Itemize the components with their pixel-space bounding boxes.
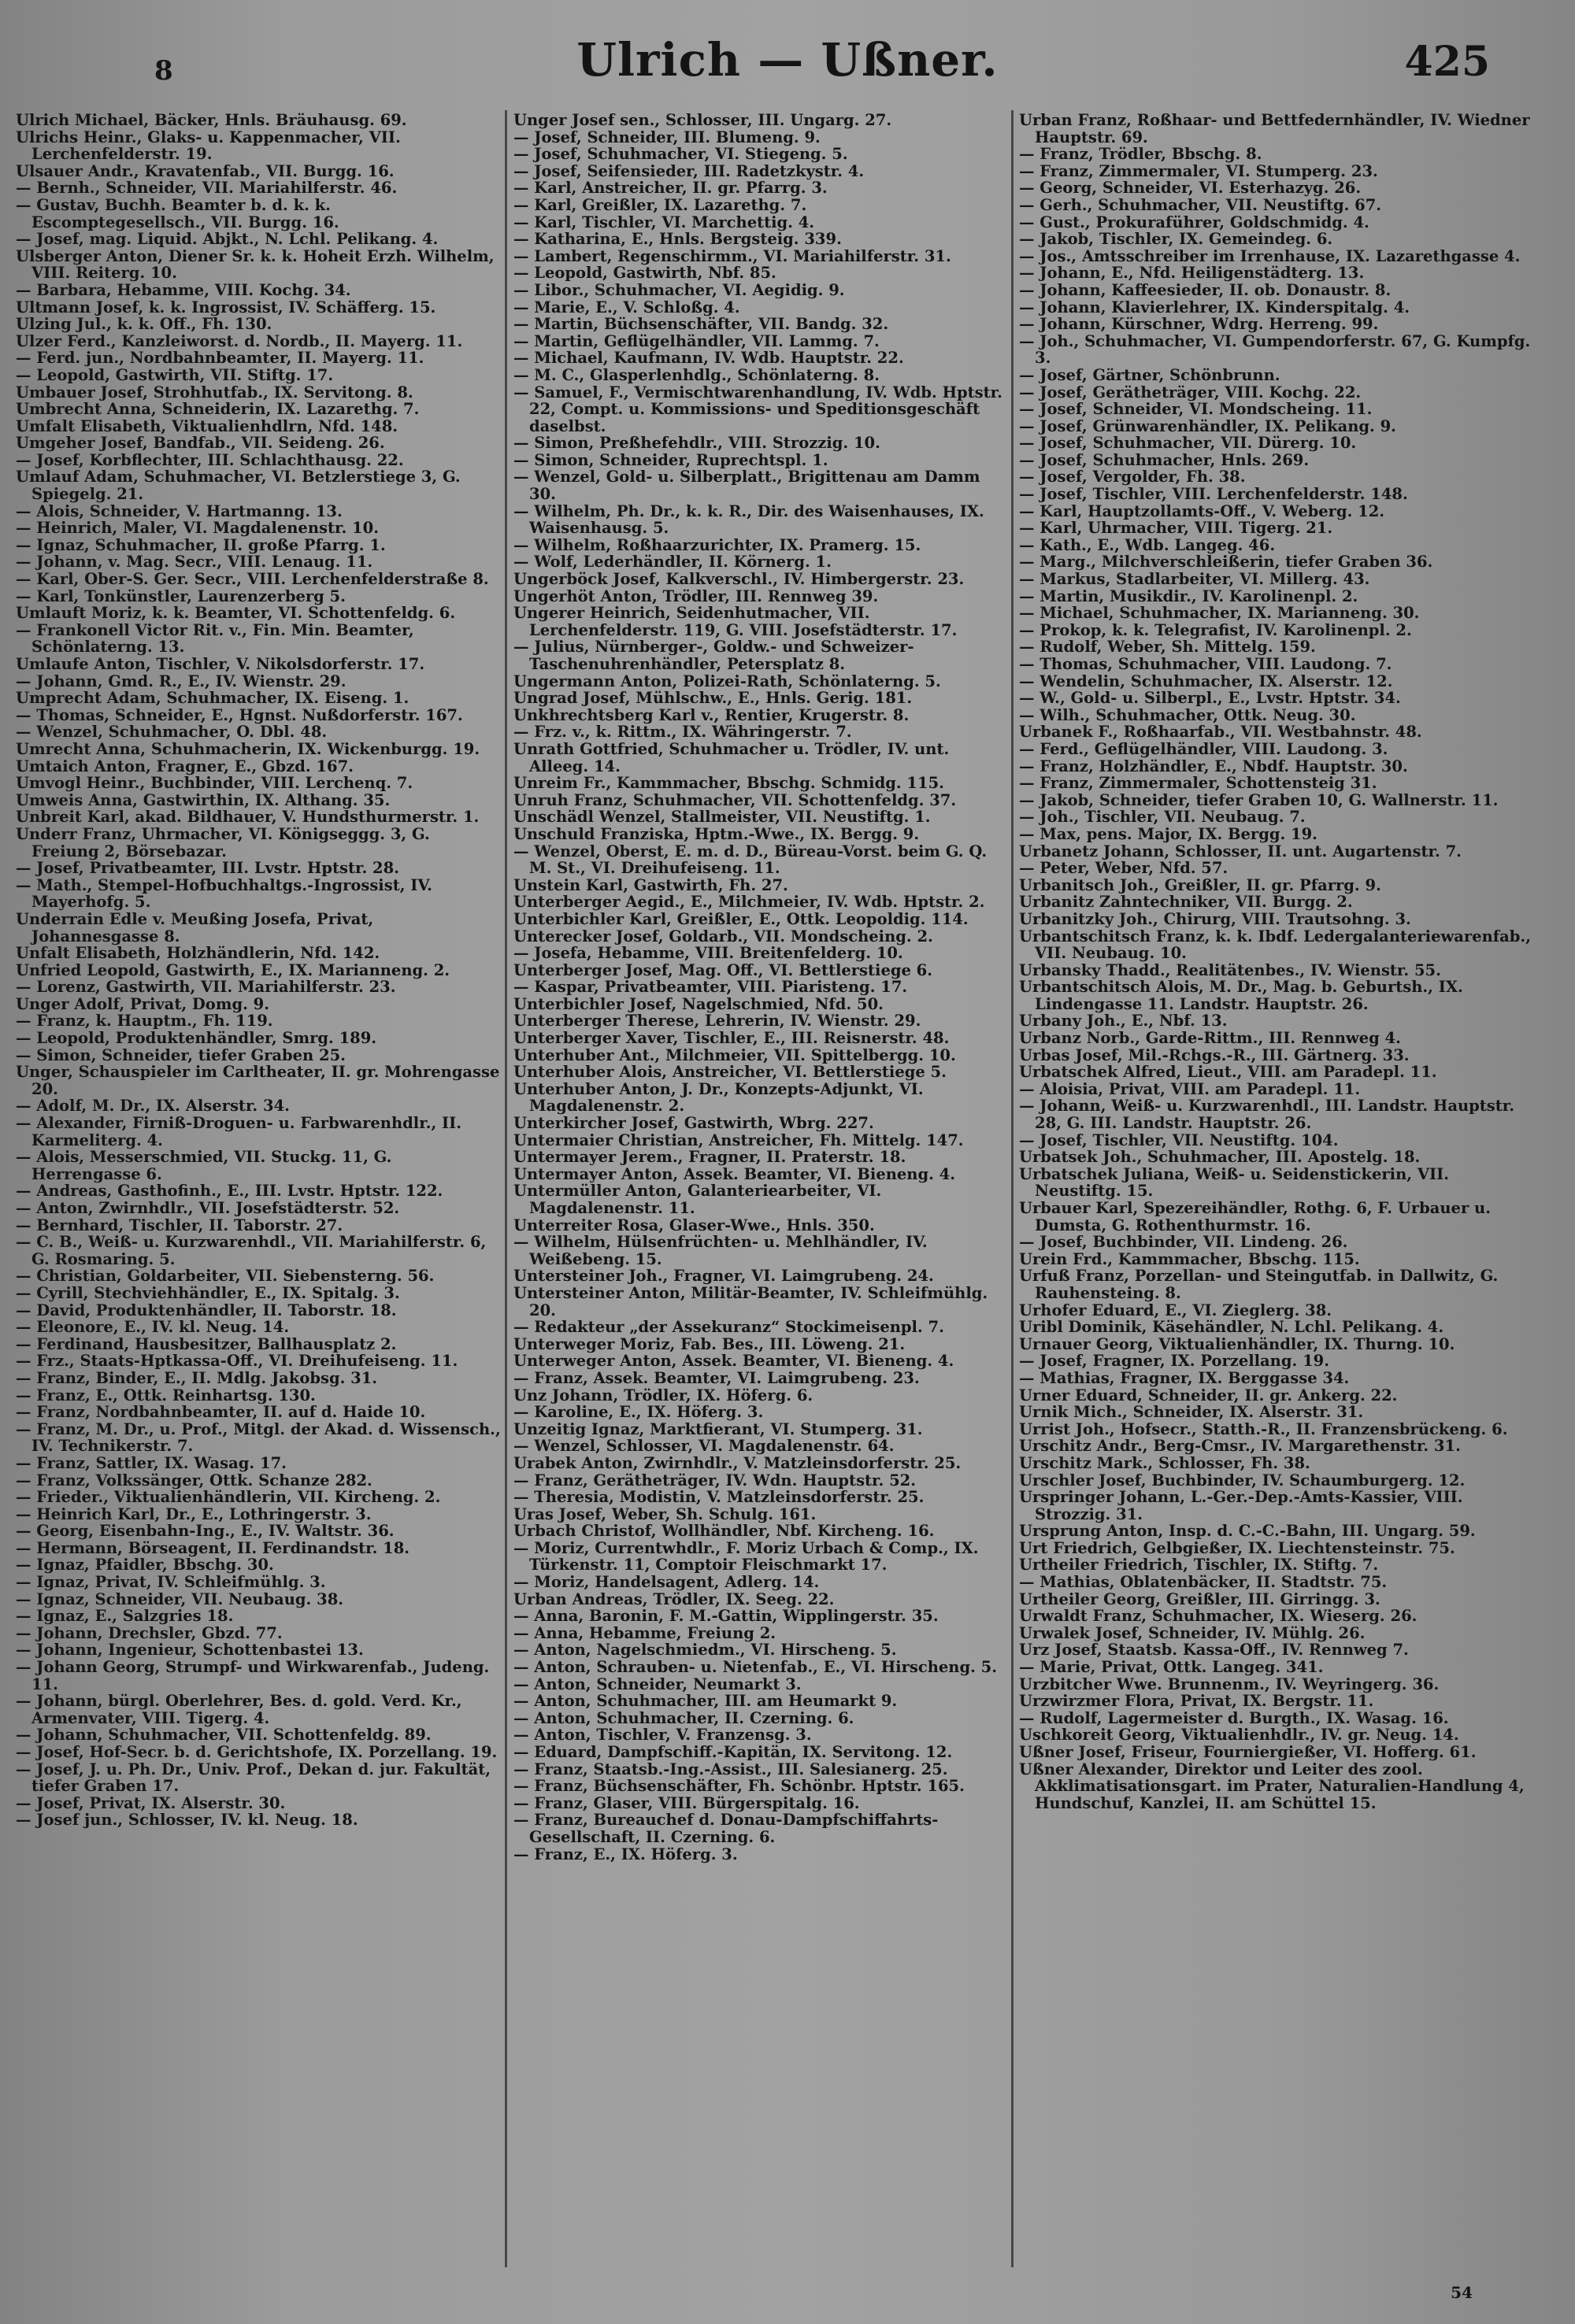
directory-entry: Unterberger Josef, Mag. Off., VI. Bettlerstiege 6. [513, 960, 933, 979]
directory-entry: Urzwirzmer Flora, Privat, IX. Bergstr. 11. [1019, 1692, 1374, 1711]
directory-entry: Umgeher Josef, Bandfab., VII. Seideng. 26. [16, 434, 385, 453]
directory-entry: — Wilhelm, Roßhaarzurichter, IX. Pramerg. 15. [513, 535, 921, 554]
directory-entry: — Libor., Schuhmacher, VI. Aegidig. 9. [513, 280, 845, 299]
directory-entry: — Karl, Ober-S. Ger. Secr., VIII. Lerchenfelderstraße 8. [16, 570, 489, 589]
directory-entry: — Gerh., Schuhmacher, VII. Neustiftg. 67. [1019, 195, 1382, 214]
directory-entry: — Wenzel, Oberst, E. m. d. D., Büreau-Vorst. beim G. Q. M. St., VI. Dreihufeiseng. 11. [513, 842, 988, 878]
directory-entry: — Franz, Nordbahnbeamter, II. auf d. Haide 10. [16, 1403, 426, 1422]
directory-entry: — Josef, Schneider, III. Blumeng. 9. [513, 128, 821, 146]
directory-entry: — Barbara, Hebamme, VIII. Kochg. 34. [16, 280, 351, 299]
directory-entry: — Alexander, Firniß-Droguen- u. Farbwarenhdlr., II. Karmeliterg. 4. [16, 1114, 462, 1149]
directory-entry: — Peter, Weber, Nfd. 57. [1019, 859, 1228, 878]
directory-entry: — Aloisia, Privat, VIII. am Paradepl. 11. [1019, 1079, 1361, 1098]
directory-entry: Ußner Alexander, Direktor und Leiter des zool. Akklimatisationsgart. im Prater, Naturalien-Handlung 4, Hundschuf, Kanzlei, II. am Schüttel 15. [1019, 1760, 1525, 1812]
directory-entry: — Lorenz, Gastwirth, VII. Mariahilferstr. 23. [16, 978, 396, 997]
directory-entry: — Adolf, M. Dr., IX. Alserstr. 34. [16, 1097, 290, 1116]
directory-entry: Unger Adolf, Privat, Domg. 9. [16, 994, 270, 1013]
directory-entry: Unterweger Moriz, Fab. Bes., III. Löweng. 21. [513, 1334, 906, 1353]
directory-entry: — Franz, Büchsenschäfter, Fh. Schönbr. Hptstr. 165. [513, 1777, 965, 1796]
directory-entry: — Josefa, Hebamme, VIII. Breitenfelderg. 10. [513, 944, 903, 963]
directory-entry: — Jakob, Schneider, tiefer Graben 10, G. Wallnerstr. 11. [1019, 790, 1499, 809]
directory-entry: Urbanek F., Roßhaarfab., VII. Westbahnstr. 48. [1019, 723, 1422, 742]
directory-entry: — Eleonore, E., IV. kl. Neug. 14. [16, 1318, 290, 1337]
directory-entry: Umprecht Adam, Schuhmacher, IX. Eiseng. 1. [16, 689, 410, 708]
footer-signature: 54 [1451, 2283, 1473, 2302]
directory-entry: Untermüller Anton, Galanteriearbeiter, VI. Magdalenenstr. 11. [513, 1182, 882, 1217]
directory-entry: Unfalt Elisabeth, Holzhändlerin, Nfd. 142. [16, 944, 380, 963]
directory-entry: — Johann, Drechsler, Gbzd. 77. [16, 1623, 283, 1642]
directory-entry: — Josef, mag. Liquid. Abjkt., N. Lchl. Pelikang. 4. [16, 230, 439, 249]
directory-entry: — Josef, Vergolder, Fh. 38. [1019, 468, 1246, 487]
directory-entry: — Anton, Tischler, V. Franzensg. 3. [513, 1726, 812, 1745]
directory-entry: Unterhuber Alois, Anstreicher, VI. Bettlerstiege 5. [513, 1063, 947, 1082]
directory-entry: — Wenzel, Gold- u. Silberplatt., Brigittenau am Damm 30. [513, 468, 980, 504]
directory-entry: — Hermann, Börseagent, II. Ferdinandstr. 18. [16, 1538, 410, 1557]
directory-entry: — Kath., E., Wdb. Langeg. 46. [1019, 535, 1276, 554]
directory-entry: — Franz, Staatsb.-Ing.-Assist., III. Salesianerg. 25. [513, 1760, 948, 1778]
directory-entry: Urbanitsch Joh., Greißler, II. gr. Pfarrg. 9. [1019, 875, 1381, 894]
directory-entry: Untermayer Jerem., Fragner, II. Praterstr. 18. [513, 1148, 906, 1167]
directory-entry: — Franz, E., IX. Höferg. 3. [513, 1845, 738, 1863]
directory-entry: — Franz, E., Ottk. Reinhartsg. 130. [16, 1386, 316, 1404]
directory-entry: — Karl, Tischler, VI. Marchettig. 4. [513, 213, 815, 231]
directory-entry: Unkhrechtsberg Karl v., Rentier, Krugerstr. 8. [513, 705, 910, 724]
directory-entry: Ulzer Ferd., Kanzleiworst. d. Nordb., II. Mayerg. 11. [16, 331, 463, 350]
directory-entry: — Frieder., Viktualienhändlerin, VII. Kircheng. 2. [16, 1488, 441, 1507]
directory-entry: Urrist Joh., Hofsecr., Statth.-R., II. Franzensbrückeng. 6. [1019, 1419, 1508, 1438]
directory-entry: — Josef, Schuhmacher, VI. Stiegeng. 5. [513, 145, 848, 164]
directory-entry: Urbatschek Alfred, Lieut., VIII. am Paradepl. 11. [1019, 1063, 1437, 1082]
directory-entry: Urbas Josef, Mil.-Rchgs.-R., III. Gärtnerg. 33. [1019, 1045, 1410, 1064]
directory-entry: — Leopold, Produktenhändler, Smrg. 189. [16, 1029, 377, 1048]
directory-entry: — Leopold, Gastwirth, Nbf. 85. [513, 264, 776, 283]
directory-entry: — Johann, Ingenieur, Schottenbastei 13. [16, 1641, 364, 1660]
directory-entry: — Michael, Schuhmacher, IX. Marianneng. 30. [1019, 604, 1420, 623]
directory-entry: — Cyrill, Stechviehhändler, E., IX. Spitalg. 3. [16, 1283, 400, 1302]
directory-entry: Urtheiler Georg, Greißler, III. Girringg. 3. [1019, 1589, 1380, 1608]
directory-entry: — Thomas, Schneider, E., Hgnst. Nußdorferstr. 167. [16, 705, 463, 724]
directory-entry: — Franz, Assek. Beamter, VI. Laimgrubeng. 23. [513, 1368, 920, 1387]
directory-entry: Unreim Fr., Kammmacher, Bbschg. Schmidg. 115. [513, 774, 944, 793]
directory-entry: Unrath Gottfried, Schuhmacher u. Trödler, IV. unt. Alleeg. 14. [513, 739, 950, 775]
directory-entry: — Katharina, E., Hnls. Bergsteig. 339. [513, 230, 842, 249]
directory-entry: — Johann, Kaffeesieder, II. ob. Donaustr. 8. [1019, 280, 1392, 299]
directory-entry: — Rudolf, Lagermeister d. Burgth., IX. Wasag. 16. [1019, 1708, 1449, 1727]
directory-entry: Urschitz Andr., Berg-Cmsr., IV. Margarethenstr. 31. [1019, 1437, 1461, 1456]
directory-entry: — Josef, Grünwarenhändler, IX. Pelikang. 9. [1019, 416, 1396, 435]
directory-entry: Ulrich Michael, Bäcker, Hnls. Bräuhausg. 69. [16, 112, 407, 129]
directory-entry: — Kaspar, Privatbeamter, VIII. Piaristeng. 17. [513, 978, 908, 997]
directory-entry: Urner Eduard, Schneider, II. gr. Ankerg. 22. [1019, 1386, 1398, 1404]
directory-entry: — Math., Stempel-Hofbuchhaltgs.-Ingrossist, IV. Mayerhofg. 5. [16, 875, 432, 912]
directory-entry: Urwaldt Franz, Schuhmacher, IX. Wieserg. 26. [1019, 1607, 1418, 1626]
directory-column-1 [16, 112, 502, 2253]
directory-entry: Ungerböck Josef, Kalkverschl., IV. Himbergerstr. 23. [513, 570, 965, 589]
directory-entry: Urbanitz Zahntechniker, VII. Burgg. 2. [1019, 893, 1353, 912]
directory-entry: Unschuld Franziska, Hptm.-Wwe., IX. Bergg. 9. [513, 824, 920, 843]
directory-entry: — Simon, Schneider, tiefer Graben 25. [16, 1045, 346, 1064]
directory-entry: Ursprung Anton, Insp. d. C.-C.-Bahn, III. Ungarg. 59. [1019, 1522, 1476, 1541]
directory-entry: Underrain Edle v. Meußing Josefa, Privat, Johannesgasse 8. [16, 909, 374, 946]
directory-entry: — Martin, Geflügelhändler, VII. Lammg. 7. [513, 331, 880, 350]
directory-entry: — Mathias, Fragner, IX. Berggasse 34. [1019, 1368, 1350, 1387]
directory-entry: — Johann, bürgl. Oberlehrer, Bes. d. gold. Verd. Kr., Armenvater, VIII. Tigerg. 4. [16, 1692, 462, 1727]
directory-column-2 [513, 112, 1010, 2253]
directory-entry: — Anton, Zwirnhdlr., VII. Josefstädterstr. 52. [16, 1199, 400, 1217]
directory-entry: Urbantschitsch Franz, k. k. Ibdf. Ledergalanteriewarenfab., VII. Neubaug. 10. [1019, 927, 1532, 963]
directory-entry: Urschler Josef, Buchbinder, IV. Schaumburgerg. 12. [1019, 1471, 1466, 1490]
directory-entry: — Wolf, Lederhändler, II. Körnerg. 1. [513, 553, 832, 572]
directory-entry: — Jos., Amtsschreiber im Irrenhause, IX. Lazarethgasse 4. [1019, 246, 1521, 265]
directory-entry: Ultmann Josef, k. k. Ingrossist, IV. Schäfferg. 15. [16, 298, 436, 316]
directory-entry: — Josef, Tischler, VIII. Lerchenfelderstr. 148. [1019, 485, 1408, 504]
directory-entry: Unterberger Xaver, Tischler, E., III. Reisnerstr. 48. [513, 1029, 950, 1048]
directory-entry: — W., Gold- u. Silberpl., E., Lvstr. Hptstr. 34. [1019, 689, 1401, 708]
directory-entry: — Anton, Schneider, Neumarkt 3. [513, 1675, 802, 1693]
directory-entry: Untermayer Anton, Assek. Beamter, VI. Bieneng. 4. [513, 1164, 956, 1183]
directory-entry: — Frankonell Victor Rit. v., Fin. Min. Beamter, Schönlaterng. 13. [16, 620, 414, 657]
directory-entry: — Franz, Gerätheträger, IV. Wdn. Hauptstr. 52. [513, 1471, 917, 1490]
directory-entry: — Karl, Hauptzollamts-Off., V. Weberg. 12. [1019, 501, 1385, 520]
directory-entry: — Franz, Glaser, VIII. Bürgerspitalg. 16. [513, 1793, 860, 1812]
directory-entry: — Joh., Schuhmacher, VI. Gumpendorferstr. 67, G. Kumpfg. 3. [1019, 331, 1531, 368]
directory-entry: Urschitz Mark., Schlosser, Fh. 38. [1019, 1453, 1310, 1472]
directory-entry: — Moriz, Currentwhdlr., F. Moriz Urbach & Comp., IX. Türkenstr. 11, Comptoir Fleischmarkt 17. [513, 1538, 979, 1575]
directory-entry: — Andreas, Gasthofinh., E., III. Lvstr. Hptstr. 122. [16, 1182, 443, 1201]
directory-entry: Unger, Schauspieler im Carltheater, II. gr. Mohrengasse 20. [16, 1063, 500, 1098]
directory-entry: Uribl Dominik, Käsehändler, N. Lchl. Pelikang. 4. [1019, 1318, 1444, 1337]
directory-entry: — Johann, E., Nfd. Heiligenstädterg. 13. [1019, 264, 1365, 283]
directory-entry: — Karl, Tonkünstler, Laurenzerberg 5. [16, 587, 346, 605]
directory-entry: Umlauft Moriz, k. k. Beamter, VI. Schottenfeldg. 6. [16, 604, 456, 623]
directory-entry: Unterhuber Ant., Milchmeier, VII. Spittelbergg. 10. [513, 1045, 956, 1064]
directory-entry: — Theresia, Modistin, V. Matzleinsdorferstr. 25. [513, 1488, 925, 1507]
directory-entry: — Lambert, Regenschirmm., VI. Mariahilferstr. 31. [513, 246, 951, 265]
directory-entry: Urfuß Franz, Porzellan- und Steingutfab. in Dallwitz, G. Rauhensteing. 8. [1019, 1267, 1499, 1302]
directory-entry: — Samuel, F., Vermischtwarenhandlung, IV. Wdb. Hptstr. 22, Compt. u. Kommissions- und Speditionsgeschäft daselbst. [513, 383, 1002, 435]
directory-entry: — Johann, Schuhmacher, VII. Schottenfeldg. 89. [16, 1726, 432, 1745]
directory-entry: — Heinrich Karl, Dr., E., Lothringerstr. 3. [16, 1504, 372, 1523]
directory-entry: — Johann, Klavierlehrer, IX. Kinderspitalg. 4. [1019, 298, 1410, 316]
directory-entry: — C. B., Weiß- u. Kurzwarenhdl., VII. Mariahilferstr. 6, G. Rosmaring. 5. [16, 1233, 487, 1268]
directory-entry: Unzeitig Ignaz, Marktfierant, VI. Stumperg. 31. [513, 1419, 923, 1438]
directory-entry: Ungrad Josef, Mühlschw., E., Hnls. Gerig. 181. [513, 689, 913, 708]
directory-entry: — Josef, Hof-Secr. b. d. Gerichtshofe, IX. Porzellang. 19. [16, 1743, 498, 1761]
directory-entry: Unterreiter Rosa, Glaser-Wwe., Hnls. 350. [513, 1216, 875, 1234]
directory-entry: — Josef, Korbflechter, III. Schlachthausg. 22. [16, 450, 404, 469]
directory-entry: Unterecker Josef, Goldarb., VII. Mondscheing. 2. [513, 927, 933, 946]
directory-entry: — Julius, Nürnberger-, Goldw.- und Schweizer-Taschenuhrenhändler, Petersplatz 8. [513, 638, 914, 673]
directory-entry: — Thomas, Schuhmacher, VIII. Laudong. 7. [1019, 655, 1392, 673]
directory-entry: Urbach Christof, Wollhändler, Nbf. Kircheng. 16. [513, 1522, 935, 1541]
directory-entry: Urbanetz Johann, Schlosser, II. unt. Augartenstr. 7. [1019, 842, 1462, 860]
directory-entry: — Josef, J. u. Ph. Dr., Univ. Prof., Dekan d. jur. Fakultät, tiefer Graben 17. [16, 1760, 491, 1796]
directory-entry: — Max, pens. Major, IX. Bergg. 19. [1019, 824, 1317, 843]
directory-entry: — Ignaz, Privat, IV. Schleifmühlg. 3. [16, 1573, 326, 1592]
directory-entry: Urbatsek Joh., Schuhmacher, III. Apostelg. 18. [1019, 1148, 1421, 1167]
directory-entry: Unterbichler Josef, Nagelschmied, Nfd. 50. [513, 994, 884, 1013]
directory-entry: Ungerhöt Anton, Trödler, III. Rennweg 39. [513, 587, 879, 605]
directory-entry: Urbansky Thadd., Realitätenbes., IV. Wienstr. 55. [1019, 960, 1441, 979]
directory-entry: Unbreit Karl, akad. Bildhauer, V. Hundsthurmerstr. 1. [16, 808, 480, 827]
directory-entry: — Johann, Gmd. R., E., IV. Wienstr. 29. [16, 672, 346, 690]
directory-entry: Urban Franz, Roßhaar- und Bettfedernhändler, IV. Wiedner Hauptstr. 69. [1019, 112, 1530, 146]
directory-entry: — Heinrich, Maler, VI. Magdalenenstr. 10. [16, 519, 379, 538]
directory-entry: Ungerer Heinrich, Seidenhutmacher, VII. Lerchenfelderstr. 119, G. VIII. Josefstädterstr. 17. [513, 604, 958, 639]
directory-entry: — Leopold, Gastwirth, VII. Stiftg. 17. [16, 365, 334, 384]
directory-entry: — Josef, Gerätheträger, VIII. Kochg. 22. [1019, 383, 1362, 402]
directory-entry: — Josef, Privat, IX. Alserstr. 30. [16, 1793, 286, 1812]
directory-entry: — Ignaz, Schuhmacher, II. große Pfarrg. 1. [16, 535, 386, 554]
header-left-mark: 8 [154, 55, 173, 87]
directory-entry: — Bernh., Schneider, VII. Mariahilferstr. 46. [16, 179, 398, 198]
directory-entry: — Christian, Goldarbeiter, VII. Siebensterng. 56. [16, 1267, 435, 1286]
directory-entry: Urtheiler Friedrich, Tischler, IX. Stiftg. 7. [1019, 1556, 1379, 1575]
directory-entry: Umweis Anna, Gastwirthin, IX. Althang. 35. [16, 790, 391, 809]
directory-entry: — Georg, Eisenbahn-Ing., E., IV. Waltstr. 36. [16, 1522, 395, 1541]
directory-entry: — Josef, Schuhmacher, VII. Dürerg. 10. [1019, 434, 1357, 453]
directory-entry: Ungermann Anton, Polizei-Rath, Schönlaterng. 5. [513, 672, 941, 690]
directory-entry: Urbatschek Juliana, Weiß- u. Seidenstickerin, VII. Neustiftg. 15. [1019, 1164, 1450, 1201]
directory-entry: Urbanitzky Joh., Chirurg, VIII. Trautsohng. 3. [1019, 909, 1411, 928]
directory-entry: — Ignaz, Pfaidler, Bbschg. 30. [16, 1556, 274, 1575]
directory-entry: Urz Josef, Staatsb. Kassa-Off., IV. Rennweg 7. [1019, 1641, 1409, 1660]
directory-entry: Untersteiner Joh., Fragner, VI. Laimgrubeng. 24. [513, 1267, 934, 1286]
directory-entry: — Josef, Fragner, IX. Porzellang. 19. [1019, 1352, 1329, 1371]
directory-entry: — Franz, Binder, E., II. Mdlg. Jakobsg. 31. [16, 1368, 378, 1387]
directory-entry: — Alois, Schneider, V. Hartmanng. 13. [16, 501, 343, 520]
directory-entry: — Martin, Musikdir., IV. Karolinenpl. 2. [1019, 587, 1358, 605]
directory-entry: — Franz, Zimmermaler, Schottensteig 31. [1019, 774, 1377, 793]
directory-entry: — Josef, Tischler, VII. Neustiftg. 104. [1019, 1131, 1339, 1149]
page-number: 425 [1404, 38, 1490, 86]
directory-entry: — Georg, Schneider, VI. Esterhazyg. 26. [1019, 179, 1362, 198]
directory-entry: Urzbitcher Wwe. Brunnenm., IV. Weyringerg. 36. [1019, 1675, 1440, 1693]
directory-entry: — Simon, Schneider, Ruprechtspl. 1. [513, 450, 828, 469]
directory-entry: — Wilhelm, Hülsenfrüchten- u. Mehlhändler, IV. Weißebeng. 15. [513, 1233, 928, 1268]
directory-entry: — Anton, Schuhmacher, III. am Heumarkt 9. [513, 1692, 898, 1711]
directory-column-3 [1019, 112, 1540, 2253]
directory-entry: Ulsberger Anton, Diener Sr. k. k. Hoheit Erzh. Wilhelm, VIII. Reiterg. 10. [16, 246, 495, 283]
directory-entry: — Anton, Nagelschmiedm., VI. Hirscheng. 5. [513, 1641, 897, 1660]
directory-entry: Umtaich Anton, Fragner, E., Gbzd. 167. [16, 757, 354, 775]
directory-entry: — Redakteur „der Assekuranz“ Stockimeisenpl. 7. [513, 1318, 944, 1337]
directory-entry: Urbanz Norb., Garde-Rittm., III. Rennweg 4. [1019, 1029, 1401, 1048]
directory-entry: — Anton, Schuhmacher, II. Czerning. 6. [513, 1708, 854, 1727]
directory-entry: Unterberger Aegid., E., Milchmeier, IV. Wdb. Hptstr. 2. [513, 893, 985, 912]
directory-entry: — Franz, Holzhändler, E., Nbdf. Hauptstr. 30. [1019, 757, 1408, 775]
directory-entry: Unterberger Therese, Lehrerin, IV. Wienstr. 29. [513, 1012, 921, 1031]
directory-entry: Unschädl Wenzel, Stallmeister, VII. Neustiftg. 1. [513, 808, 931, 827]
directory-entry: — Franz, Zimmermaler, VI. Stumperg. 23. [1019, 161, 1378, 180]
directory-entry: Unstein Karl, Gastwirth, Fh. 27. [513, 875, 788, 894]
directory-entry: — Anton, Schrauben- u. Nietenfab., E., VI. Hirscheng. 5. [513, 1658, 998, 1677]
page-title: Ulrich — Ußner. [576, 33, 999, 87]
directory-entry: — Johann, Kürschner, Wdrg. Herreng. 99. [1019, 315, 1379, 334]
directory-entry: Unz Johann, Trödler, IX. Höferg. 6. [513, 1386, 813, 1404]
directory-entry: Urhofer Eduard, E., VI. Zieglerg. 38. [1019, 1301, 1332, 1319]
directory-entry: — Anna, Baronin, F. M.-Gattin, Wipplingerstr. 35. [513, 1607, 939, 1626]
directory-entry: Umlaufe Anton, Tischler, V. Nikolsdorferstr. 17. [16, 655, 425, 673]
directory-entry: — Marie, Privat, Ottk. Langeg. 341. [1019, 1658, 1324, 1677]
column-rule-1 [505, 110, 507, 2267]
directory-entry: — Ferdinand, Hausbesitzer, Ballhausplatz 2. [16, 1334, 397, 1353]
directory-entry: Unterbichler Karl, Greißler, E., Ottk. Leopoldig. 114. [513, 909, 969, 928]
directory-entry: — M. C., Glasperlenhdlg., Schönlaterng. 8. [513, 365, 880, 384]
directory-entry: Unterkircher Josef, Gastwirth, Wbrg. 227. [513, 1114, 874, 1133]
directory-entry: — Prokop, k. k. Telegrafist, IV. Karolinenpl. 2. [1019, 620, 1412, 639]
directory-entry: Unterweger Anton, Assek. Beamter, VI. Bieneng. 4. [513, 1352, 954, 1371]
directory-entry: — Gust., Prokuraführer, Goldschmidg. 4. [1019, 213, 1369, 231]
directory-entry: — Rudolf, Weber, Sh. Mittelg. 159. [1019, 638, 1316, 657]
directory-entry: — Marg., Milchverschleißerin, tiefer Graben 36. [1019, 553, 1433, 572]
directory-entry: — David, Produktenhändler, II. Taborstr. 18. [16, 1301, 397, 1319]
directory-entry: Urbany Joh., E., Nbf. 13. [1019, 1012, 1228, 1031]
directory-entry: — Karl, Uhrmacher, VIII. Tigerg. 21. [1019, 519, 1333, 538]
directory-entry: — Gustav, Buchh. Beamter b. d. k. k. Escomptegesellsch., VII. Burgg. 16. [16, 195, 339, 231]
directory-entry: Umfalt Elisabeth, Viktualienhdlrn, Nfd. 148. [16, 416, 398, 435]
directory-entry: Umbauer Josef, Strohhutfab., IX. Servitong. 8. [16, 383, 413, 402]
directory-entry: — Ferd. jun., Nordbahnbeamter, II. Mayerg. 11. [16, 349, 424, 368]
directory-entry: Unfried Leopold, Gastwirth, E., IX. Marianneng. 2. [16, 960, 450, 979]
directory-entry: — Johann, v. Mag. Secr., VIII. Lenaug. 11. [16, 553, 373, 572]
directory-entry: Urt Friedrich, Gelbgießer, IX. Liechtensteinstr. 75. [1019, 1538, 1455, 1557]
directory-entry: Umbrecht Anna, Schneiderin, IX. Lazarethg. 7. [16, 400, 420, 419]
directory-entry: — Jakob, Tischler, IX. Gemeindeg. 6. [1019, 230, 1333, 249]
directory-entry: — Josef, Schneider, VI. Mondscheing. 11. [1019, 400, 1373, 419]
directory-entry: Urspringer Johann, L.-Ger.-Dep.-Amts-Kassier, VIII. Strozzig. 31. [1019, 1488, 1463, 1523]
directory-entry: Unruh Franz, Schuhmacher, VII. Schottenfeldg. 37. [513, 790, 957, 809]
directory-entry: Urbauer Karl, Spezereihändler, Rothg. 6, F. Urbauer u. Dumsta, G. Rothenthurmstr. 16. [1019, 1199, 1491, 1234]
directory-entry: — Wenzel, Schlosser, VI. Magdalenenstr. 64. [513, 1437, 895, 1456]
directory-entry: — Bernhard, Tischler, II. Taborstr. 27. [16, 1216, 343, 1234]
directory-entry: Ulsauer Andr., Kravatenfab., VII. Burgg. 16. [16, 161, 395, 180]
directory-entry: — Franz, M. Dr., u. Prof., Mitgl. der Akad. d. Wissensch., IV. Technikerstr. 7. [16, 1419, 501, 1456]
directory-entry: — Frz., Staats-Hptkassa-Off., VI. Dreihufeiseng. 11. [16, 1352, 458, 1371]
directory-entry: Unger Josef sen., Schlosser, III. Ungarg. 27. [513, 112, 892, 129]
directory-entry: Uschkoreit Georg, Viktualienhdlr., IV. gr. Neug. 14. [1019, 1726, 1459, 1745]
directory-entry: — Franz, k. Hauptm., Fh. 119. [16, 1012, 273, 1031]
directory-entry: Ußner Josef, Friseur, Fourniergießer, VI. Hofferg. 61. [1019, 1743, 1477, 1761]
directory-entry: — Frz. v., k. Rittm., IX. Währingerstr. 7. [513, 723, 852, 742]
directory-entry: — Josef, Schuhmacher, Hnls. 269. [1019, 450, 1310, 469]
directory-entry: — Johann Georg, Strumpf- und Wirkwarenfab., Judeng. 11. [16, 1658, 490, 1693]
directory-entry: — Moriz, Handelsagent, Adlerg. 14. [513, 1573, 820, 1592]
directory-entry: — Josef, Gärtner, Schönbrunn. [1019, 365, 1280, 384]
page-header [0, 22, 1575, 109]
directory-entry: Urabek Anton, Zwirnhdlr., V. Matzleinsdorferstr. 25. [513, 1453, 962, 1472]
directory-entry: Urban Andreas, Trödler, IX. Seeg. 22. [513, 1589, 835, 1608]
directory-entry: — Markus, Stadlarbeiter, VI. Millerg. 43. [1019, 570, 1370, 589]
directory-entry: Urnauer Georg, Viktualienhändler, IX. Thurng. 10. [1019, 1334, 1455, 1353]
directory-entry: — Wilh., Schuhmacher, Ottk. Neug. 30. [1019, 705, 1356, 724]
directory-entry: — Ferd., Geflügelhändler, VIII. Laudong. 3. [1019, 739, 1388, 758]
directory-entry: — Anna, Hebamme, Freiung 2. [513, 1623, 776, 1642]
directory-entry: Unterhuber Anton, J. Dr., Konzepts-Adjunkt, VI. Magdalenenstr. 2. [513, 1079, 924, 1116]
directory-entry: Ulrichs Heinr., Glaks- u. Kappenmacher, VII. Lerchenfelderstr. 19. [16, 128, 401, 164]
directory-entry: — Franz, Volkssänger, Ottk. Schanze 282. [16, 1471, 372, 1490]
directory-entry: Ulzing Jul., k. k. Off., Fh. 130. [16, 315, 272, 334]
directory-entry: — Wendelin, Schuhmacher, IX. Alserstr. 12. [1019, 672, 1393, 690]
directory-entry: Urbantschitsch Alois, M. Dr., Mag. b. Geburtsh., IX. Lindengasse 11. Landstr. Hauptstr. 26. [1019, 978, 1463, 1013]
directory-entry: — Michael, Kaufmann, IV. Wdb. Hauptstr. 22. [513, 349, 904, 368]
directory-entry: — Simon, Preßhefehdlr., VIII. Strozzig. 10. [513, 434, 880, 453]
directory-entry: — Johann, Weiß- u. Kurzwarenhdl., III. Landstr. Hauptstr. 28, G. III. Landstr. Hauptstr. 26. [1019, 1097, 1515, 1133]
directory-entry: — Josef, Buchbinder, VII. Lindeng. 26. [1019, 1233, 1348, 1252]
directory-entry: — Karl, Greißler, IX. Lazarethg. 7. [513, 195, 807, 214]
directory-entry: — Martin, Büchsenschäfter, VII. Bandg. 32. [513, 315, 889, 334]
column-rule-2 [1011, 110, 1014, 2267]
directory-entry: — Joh., Tischler, VII. Neubaug. 7. [1019, 808, 1306, 827]
directory-entry: Umrecht Anna, Schuhmacherin, IX. Wickenburgg. 19. [16, 739, 480, 758]
directory-entry: — Marie, E., V. Schloßg. 4. [513, 298, 740, 316]
directory-entry: — Ignaz, E., Salzgries 18. [16, 1607, 234, 1626]
directory-entry: Urnik Mich., Schneider, IX. Alserstr. 31. [1019, 1403, 1364, 1422]
directory-entry: Underr Franz, Uhrmacher, VI. Königseggg. 3, G. Freiung 2, Börsebazar. [16, 824, 430, 860]
directory-entry: — Karl, Anstreicher, II. gr. Pfarrg. 3. [513, 179, 828, 198]
directory-entry: — Mathias, Oblatenbäcker, II. Stadtstr. 75. [1019, 1573, 1388, 1592]
directory-entry: — Franz, Trödler, Bbschg. 8. [1019, 145, 1262, 164]
directory-entry: — Ignaz, Schneider, VII. Neubaug. 38. [16, 1589, 344, 1608]
directory-entry: — Franz, Bureauchef d. Donau-Dampfschiffahrts-Gesellschaft, II. Czerning. 6. [513, 1811, 939, 1846]
directory-entry: Urwalek Josef, Schneider, IV. Mühlg. 26. [1019, 1623, 1366, 1642]
directory-entry: — Josef, Seifensieder, III. Radetzkystr. 4. [513, 161, 865, 180]
directory-entry: Umlauf Adam, Schuhmacher, VI. Betzlerstiege 3, G. Spiegelg. 21. [16, 468, 461, 504]
directory-entry: Untersteiner Anton, Militär-Beamter, IV. Schleifmühlg. 20. [513, 1283, 988, 1319]
directory-entry: Uras Josef, Weber, Sh. Schulg. 161. [513, 1504, 817, 1523]
directory-entry: Umvogl Heinr., Buchbinder, VIII. Lerchenq. 7. [16, 774, 413, 793]
directory-entry: Urein Frd., Kammmacher, Bbschg. 115. [1019, 1249, 1360, 1268]
directory-entry: — Wilhelm, Ph. Dr., k. k. R., Dir. des Waisenhauses, IX. Waisenhausg. 5. [513, 501, 984, 538]
directory-entry: — Franz, Sattler, IX. Wasag. 17. [16, 1453, 287, 1472]
directory-entry: — Josef, Privatbeamter, III. Lvstr. Hptstr. 28. [16, 859, 399, 878]
directory-entry: — Eduard, Dampfschiff.-Kapitän, IX. Servitong. 12. [513, 1743, 953, 1761]
directory-entry: Untermaier Christian, Anstreicher, Fh. Mittelg. 147. [513, 1131, 964, 1149]
directory-entry: — Wenzel, Schuhmacher, O. Dbl. 48. [16, 723, 328, 742]
directory-entry: — Karoline, E., IX. Höferg. 3. [513, 1403, 764, 1422]
directory-entry: — Josef jun., Schlosser, IV. kl. Neug. 18. [16, 1811, 358, 1830]
directory-entry: — Alois, Messerschmied, VII. Stuckg. 11, G. Herrengasse 6. [16, 1148, 392, 1183]
